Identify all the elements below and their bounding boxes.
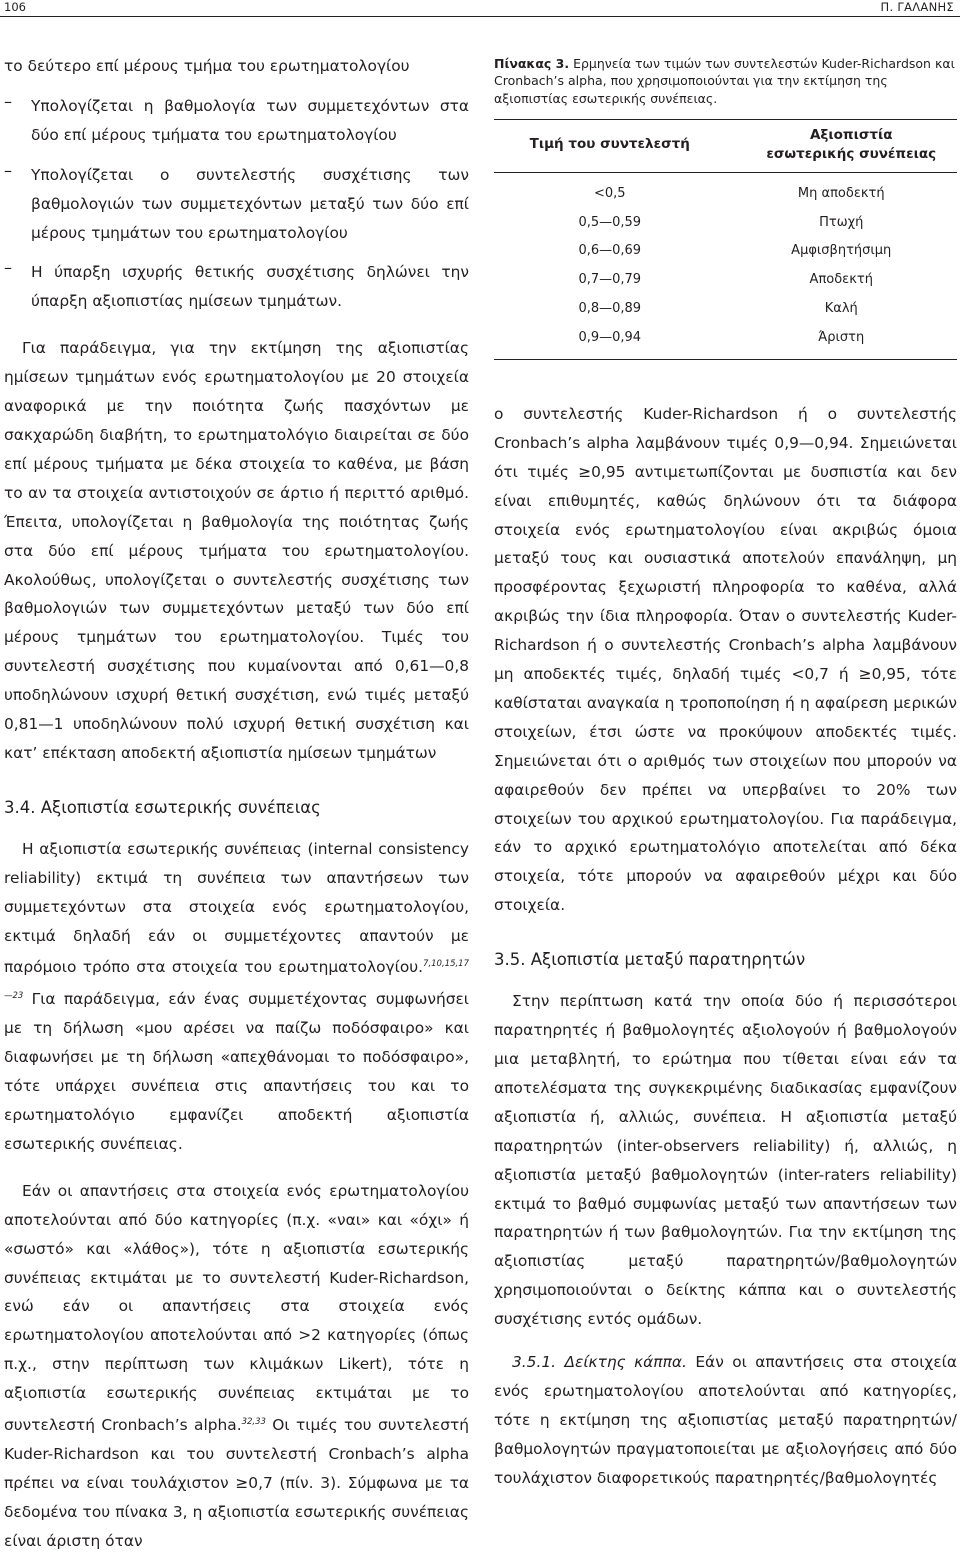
dash-bullet-icon: – [4,258,12,278]
running-head: Π. ΓΑΛΑΝΗΣ [880,0,954,14]
table-row [494,265,957,294]
table-cell: 0,7—0,79 [578,272,642,288]
spacer [494,920,957,950]
paragraph-text: Η αξιοπιστία εσωτερικής συνέπειας (internal consistency reliability) εκτιμά τη συνέπεια των απαντήσεων των συμμετεχόντων στα στοιχεία ενός ερωτηματολογίου, εκτιμά δηλαδή εάν οι συμμετέχοντες απαντούν με παρόμοιο τρόπο στα στοιχεία του ερωτηματολογίου. [4,839,469,977]
table-row [494,323,957,360]
section-heading-3-5: 3.5. Αξιοπιστία μεταξύ παρατηρητών [494,950,806,970]
paragraph-text: Εάν οι απαντήσεις στα στοιχεία ενός ερωτηματολογίου αποτελούνται από κατηγορίες, τότε η εκτίμηση της αξιοπιστίας μεταξύ παρατηρητών/ βαθμολογητών πραγματοποιείται με αξιολογήσεις από δύο τουλάχιστον διαφορετικούς παρατηρητές/βαθμολογητές [494,1353,957,1487]
table-row [494,208,957,237]
dash-bullet-icon: – [4,91,12,111]
list-item [4,258,469,316]
spacer [4,817,469,835]
table-cell: 0,6—0,69 [578,243,642,259]
section-heading-3-4: 3.4. Αξιοπιστία εσωτερικής συνέπειας [4,797,321,817]
spacer [494,1334,957,1348]
paragraph-example: Για παράδειγμα, για την εκτίμηση της αξιοπιστίας ημίσεων τμημάτων ενός ερωτηματολογίου με 20 στοιχεία αναφορικά με την ποιότητα ζωής πασχόντων με σακχαρώδη διαβήτη, το ερωτηματολόγιο διαιρείται σε δύο επί μέρους τμήματα με δέκα στοιχεία το καθένα, με βάση το αν τα στοιχεία αντιστοιχούν σε άρτιο ή περιττό αριθμό. Έπειτα, υπολογίζεται η βαθμολογία της ποιότητας ζωής στα δύο επί μέρους τμήματα του ερωτηματολογίου. Ακολούθως, υπολογίζεται ο συντελεστής συσχέτισης των βαθμολογιών των συμμετεχόντων μεταξύ των δύο επί μέρους τμημάτων του ερωτηματολογίου. Τιμές του συντελεστή συσχέτισης που κυμαίνονται από 0,61—0,8 υποδηλώνουν ισχυρή θετική συσχέτιση, ενώ τιμές μεταξύ 0,81—1 υποδηλώνουν πολύ ισχυρή θετική συσχέτιση και κατ’ επέκταση αποδεκτή αξιοπιστία ημίσεων τμημάτων [4,339,469,762]
paragraph-text: Εάν οι απαντήσεις στα στοιχεία ενός ερωτηματολογίου αποτελούνται από δύο κατηγορίες (π.χ. «ναι» και «όχι» ή «σωστό» και «λάθος»), τότε η αξιοπιστία εσωτερικής συνέπειας εκτιμάται με το συντελεστή Kuder-Richardson, ενώ εάν οι απαντήσεις στα στοιχεία ενός ερωτηματολογίου αποτελούνται από >2 κατηγορίες (όπως π.χ., στην περίπτωση των κλιμάκων Likert), τότε η αξιοπιστία εσωτερικής συνέπειας εκτιμάται με το συντελεστή Cronbach’s alpha. [4,1181,469,1435]
table-row [494,294,957,323]
table-row [494,172,957,207]
spacer [4,316,469,334]
paragraph-continued: ο συντελεστής Kuder-Richardson ή ο συντελεστής Cronbach’s alpha λαμβάνουν τιμές 0,9—0,94. Σημειώνεται ότι τιμές ≥0,95 αντιμετωπίζονται με δυσπιστία και δεν είναι επιθυμητές, καθώς δηλώνουν ότι τα διάφορα στοιχεία ενός ερωτηματολογίου είναι ακριβώς όμοια μεταξύ τους και ουσιαστικά αποτελούν επανάληψη, μη προσφέροντας ξεχωριστή πληροφορία το καθένα, αλλά ακριβώς την ίδια πληροφορία. Όταν ο συντελεστής Kuder-Richardson ή ο συντελεστής Cronbach’s alpha λαμβάνουν μη αποδεκτές τιμές, δηλαδή τιμές <0,7 ή ≥0,95, τότε καθίσταται αναγκαία η τροποποίηση ή η αφαίρεση μερικών στοιχείων, έτσι ώστε να προκύψουν αποδεκτές τιμές. Σημειώνεται ότι ο αριθμός των στοιχείων που μπορούν να αφαιρεθούν δεν πρέπει να υπερβαίνει το 20% των στοιχείων του αρχικού ερωτηματολογίου. Για παράδειγμα, εάν το αρχικό ερωτηματολόγιο αποτελείται από δέκα στοιχεία, τότε μπορούν να αφαιρεθούν μέχρι και δύο στοιχεία. [494,404,957,915]
table-cell: 0,5—0,59 [578,214,642,230]
reliability-table [494,119,957,360]
bullet-text: Υπολογίζεται ο συντελεστής συσχέτισης των βαθμολογιών των συμμετεχόντων μεταξύ των δύο επί μέρους τμημάτων του ερωτηματολογίου [31,165,469,242]
table-cell: Πτωχή [819,214,864,230]
paragraph-internal-consistency [4,835,469,1159]
paragraph-kuder-richardson [4,1177,469,1556]
table-cell: 0,9—0,94 [494,323,726,360]
citation-superscript: 7,10,15,17—23 [4,959,469,1002]
spacer [4,768,469,798]
table-caption-text: Ερμηνεία των τιμών των συντελεστών Kuder-Richardson και Cronbach’s alpha, που χρησιμοποιούνται για την εκτίμηση της αξιοπιστίας εσωτερικής συνέπειας. [494,56,955,106]
table-cell: Αποδεκτή [809,272,873,288]
spacer [4,1159,469,1177]
header-rule [0,16,960,17]
intro-line: το δεύτερο επί μέρους τμήμα του ερωτηματολογίου [4,57,410,75]
page-header [0,0,960,14]
table-row [494,236,957,265]
table-cell: Μη αποδεκτή [797,185,885,201]
table-header-row [494,119,957,172]
left-column [4,52,469,1556]
table-header-cell: Αξιοπιστία εσωτερικής συνέπειας [726,119,958,172]
bullet-text: Υπολογίζεται η βαθμολογία των συμμετεχόντων στα δύο επί μέρους τμήματα του ερωτηματολογίου [31,96,469,144]
paragraph-text: Οι τιμές του συντελεστή Kuder-Richardson και του συντελεστή Cronbach’s alpha πρέπει να είναι τουλάχιστον ≥0,7 (πίν. 3). Σύμφωνα με τα δεδομένα του πίνακα 3, η αξιοπιστία εσωτερικής συνέπειας είναι άριστη όταν [4,1416,470,1550]
spacer [494,969,957,987]
list-item [4,161,469,248]
page-number: 106 [4,0,26,14]
table-cell: Αμφισβητήσιμη [791,243,892,259]
right-column [494,55,957,1493]
table-header-cell: Τιμή του συντελεστή [494,119,726,172]
table-cell: Καλή [824,300,858,316]
table-caption [494,55,957,107]
table-cell: Άριστη [726,323,958,360]
table-caption-label: Πίνακας 3. [494,56,570,71]
bullet-text: Η ύπαρξη ισχυρής θετικής συσχέτισης δηλώνει την ύπαρξη αξιοπιστίας ημίσεων τμημάτων. [31,263,469,311]
citation-superscript: 32,33 [241,1417,266,1428]
table-cell: <0,5 [593,185,626,201]
subsection-label: 3.5.1. Δείκτης κάππα. [512,1353,687,1372]
paragraph-inter-observer: Στην περίπτωση κατά την οποία δύο ή περισσότεροι παρατηρητές ή βαθμολογητές αξιολογούν ή βαθμολογούν μια μεταβλητή, το ερώτημα που τίθεται είναι εάν τα αποτελέσματα της συγκεκριμένης διαδικασίας εμφανίζουν αξιοπιστία ή, αλλιώς, συνέπεια. Η αξιοπιστία μεταξύ παρατηρητών (inter-observers reliability) ή, αλλιώς, η αξιοπιστία μεταξύ βαθμολογητών (inter-raters reliability) εκτιμά το βαθμό συμφωνίας μεταξύ των απαντήσεων των παρατηρητών ή των βαθμολογητών. Για την εκτίμηση της αξιοπιστίας μεταξύ παρατηρητών/βαθμολογητών χρησιμοποιούνται ο δείκτης κάππα και ο συντελεστής συσχέτισης εντός ομάδων. [494,992,957,1329]
table-cell: 0,8—0,89 [578,300,642,316]
list-item [4,92,469,150]
paragraph-kappa [494,1348,957,1493]
spacer [494,360,957,400]
paragraph-text: Για παράδειγμα, εάν ένας συμμετέχοντας συμφωνήσει με τη δήλωση «μου αρέσει να παίζω ποδόσφαιρο» και διαφωνήσει με τη δήλωση «απεχθάνομαι το ποδόσφαιρο», τότε υπάρχει συνέπεια στις απαντήσεις του και το ερωτηματολόγιο εμφανίζει αποδεκτή αξιοπιστία εσωτερικής συνέπειας. [4,990,469,1153]
dash-bullet-icon: – [4,160,12,180]
